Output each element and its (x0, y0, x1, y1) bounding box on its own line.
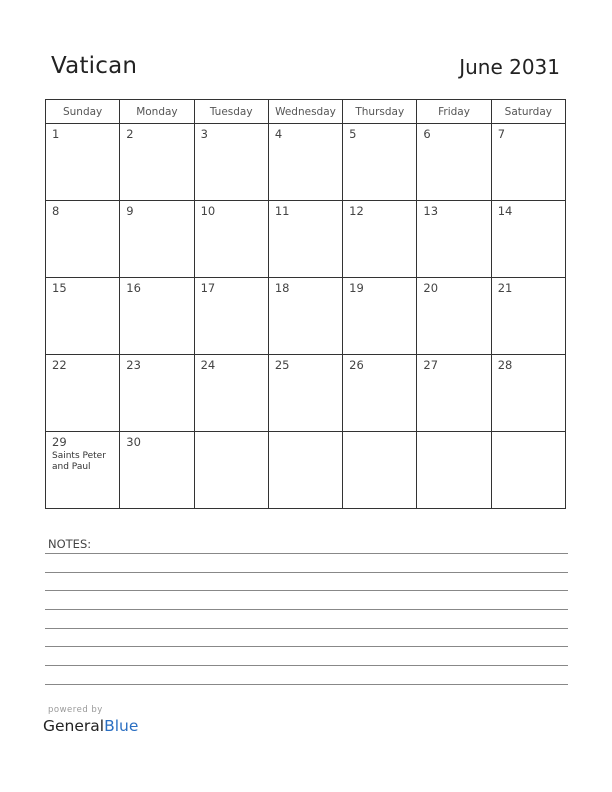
day-cell (120, 432, 194, 509)
day-cell (46, 124, 120, 201)
day-number: 17 (200, 281, 216, 295)
day-cell (417, 124, 491, 201)
day-cell (343, 124, 417, 201)
brand-logo (43, 717, 138, 735)
day-cell (194, 355, 268, 432)
day-cell (491, 124, 565, 201)
day-cell-empty (343, 432, 417, 509)
day-number: 8 (52, 204, 60, 218)
day-number: 16 (126, 281, 141, 295)
brand-blue: Blue (104, 717, 139, 735)
weekday-header: Wednesday (268, 100, 342, 124)
day-number: 6 (423, 127, 431, 141)
week-row (46, 278, 566, 355)
day-number: 22 (52, 358, 67, 372)
weekday-header: Sunday (46, 100, 120, 124)
week-row (46, 201, 566, 278)
day-cell (491, 355, 565, 432)
notes-line (45, 590, 568, 591)
day-number: 29 (52, 435, 67, 449)
holiday-label: Saints Peter and Paul (52, 451, 106, 472)
day-cell (343, 278, 417, 355)
day-cell-empty (268, 432, 342, 509)
day-number: 10 (200, 204, 216, 218)
weekday-header: Tuesday (194, 100, 268, 124)
day-cell (46, 201, 120, 278)
weekday-header-row (46, 100, 566, 124)
week-row (46, 124, 566, 201)
notes-line (45, 553, 568, 554)
brand-general: General (43, 717, 105, 735)
day-cell (120, 278, 194, 355)
day-number: 11 (274, 204, 290, 218)
day-number: 24 (200, 358, 216, 372)
day-number: 26 (349, 358, 364, 372)
day-cell (194, 201, 268, 278)
day-number: 20 (423, 281, 439, 295)
day-cell (46, 355, 120, 432)
day-cell-empty (417, 432, 491, 509)
day-cell (491, 201, 565, 278)
day-cell (417, 201, 491, 278)
weekday-header: Monday (120, 100, 194, 124)
day-cell (268, 355, 342, 432)
notes-line (45, 628, 568, 629)
day-number: 5 (349, 127, 357, 141)
day-number: 9 (126, 204, 134, 218)
notes-line (45, 684, 568, 685)
notes-line (45, 572, 568, 573)
day-number: 18 (274, 281, 290, 295)
day-cell (491, 278, 565, 355)
day-cell (268, 124, 342, 201)
day-number: 21 (497, 281, 513, 295)
day-number: 15 (52, 281, 67, 295)
day-cell (46, 278, 120, 355)
day-number: 14 (497, 204, 513, 218)
day-number: 28 (497, 358, 513, 372)
day-cell (268, 201, 342, 278)
day-number: 2 (126, 127, 134, 141)
day-cell (194, 278, 268, 355)
day-cell (120, 201, 194, 278)
calendar-country-title: Vatican (51, 53, 138, 79)
powered-by-text: powered by (48, 705, 103, 715)
day-cell (194, 124, 268, 201)
day-number: 23 (126, 358, 141, 372)
calendar-grid (45, 99, 566, 509)
day-number: 4 (274, 127, 283, 141)
weekday-header: Thursday (343, 100, 417, 124)
weekday-header: Saturday (491, 100, 565, 124)
day-number: 27 (423, 358, 439, 372)
day-number: 25 (274, 358, 290, 372)
day-number: 3 (200, 127, 208, 141)
week-row (46, 355, 566, 432)
day-cell (343, 201, 417, 278)
day-cell (268, 278, 342, 355)
notes-label: NOTES: (48, 537, 92, 551)
day-number: 13 (423, 204, 439, 218)
day-cell (343, 355, 417, 432)
notes-line (45, 665, 568, 666)
calendar-month-title: June 2031 (459, 55, 560, 79)
day-number: 19 (349, 281, 364, 295)
week-row (46, 432, 566, 509)
day-number: 7 (497, 127, 506, 141)
day-number: 12 (349, 204, 364, 218)
day-cell-empty (194, 432, 268, 509)
day-cell (120, 355, 194, 432)
weekday-header: Friday (417, 100, 491, 124)
day-number: 30 (126, 435, 141, 449)
day-cell (46, 432, 120, 509)
notes-line (45, 646, 568, 647)
notes-line (45, 609, 568, 610)
day-cell (417, 278, 491, 355)
day-cell-empty (491, 432, 565, 509)
day-cell (120, 124, 194, 201)
day-number: 1 (52, 127, 60, 141)
day-cell (417, 355, 491, 432)
